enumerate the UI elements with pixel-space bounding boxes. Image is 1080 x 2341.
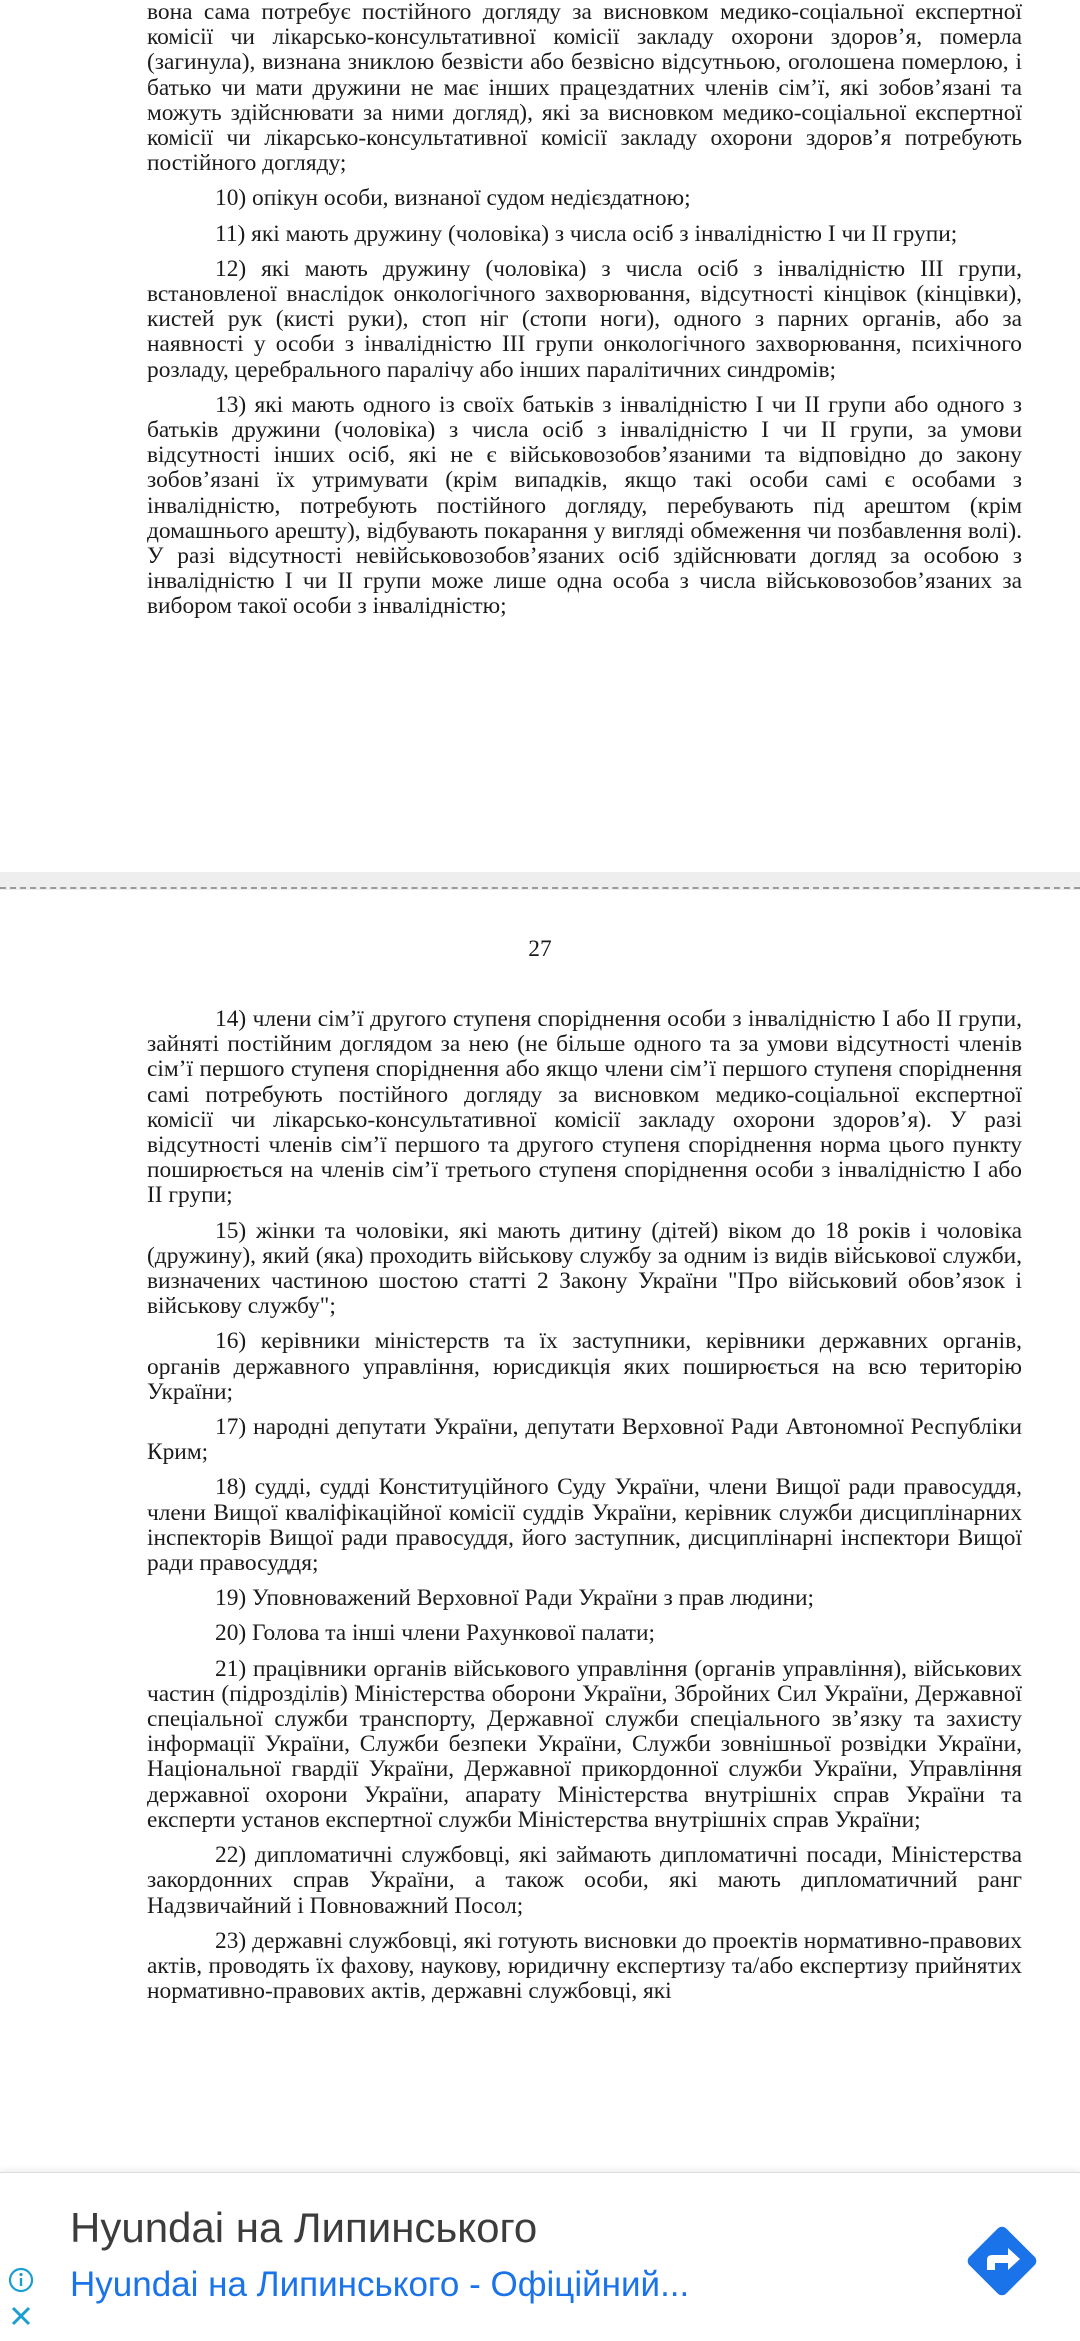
document-page-top	[0, 0, 1080, 872]
ad-title[interactable]: Hyundai на Липинського	[70, 2204, 538, 2251]
ad-subtitle-link[interactable]: Hyundai на Липинського - Офіційний...	[70, 2265, 690, 2304]
top-page-text	[147, 0, 1022, 630]
paragraph-item-23: 23) державні службовці, які готують висновки до проектів нормативно-правових актів, проводять їх фахову, наукову, юридичну експертизу та/або експертизу прийнятих нормативно-правових актів, державні службовці, які	[147, 1927, 1022, 2005]
info-icon[interactable]	[8, 2267, 34, 2293]
ad-banner[interactable]	[0, 2172, 1080, 2341]
paragraph-item-15: 15) жінки та чоловіки, які мають дитину (дітей) віком до 18 років і чоловіка (дружину), який (яка) проходить військову службу за одним із видів військової служби, визначених частиною шостою статті 2 Закону України "Про військовий обов’язок і військову службу";	[147, 1217, 1022, 1320]
paragraph-item-12: 12) які мають дружину (чоловіка) з числа осіб з інвалідністю III групи, встановленої внаслідок онкологічного захворювання, відсутності кінцівок (кінцівки), кистей рук (кисті руки), стоп ніг (стопи ноги), одного з парних органів, або за наявності у особи з інвалідністю III групи онкологічного захворювання, психічного розладу, церебрального паралічу або інших паралітичних синдромів;	[147, 255, 1022, 383]
paragraph-item-17: 17) народні депутати України, депутати Верховної Ради Автономної Республіки Крим;	[147, 1414, 1022, 1466]
close-icon[interactable]	[8, 2303, 34, 2329]
paragraph-item-10: 10) опікун особи, визнаної судом недієздатною;	[215, 185, 691, 212]
paragraph-item-11: 11) які мають дружину (чоловіка) з числа осіб з інвалідністю I чи II групи;	[215, 220, 958, 247]
paragraph-continued: вона сама потребує постійного догляду за висновком медико-соціальної експертної комісії чи лікарсько-консультативної комісії закладу охорони здоров’я, померла (загинула), визнана зниклою безвісти або безвісно відсутньою, оголошена померлою, і батько чи мати дружини не має інших працездатних членів сім’ї, які зобов’язані та можуть здійснювати за ними догляд), які за висновком медико-соціальної експертної комісії чи лікарсько-консультативної комісії закладу охорони здоров’я потребують постійного догляду;	[147, 0, 1022, 177]
page-edge-line	[0, 887, 1080, 889]
paragraph-item-20: 20) Голова та інші члени Рахункової палати;	[215, 1620, 656, 1647]
page-number: 27	[528, 936, 552, 962]
paragraph-item-14: 14) члени сім’ї другого ступеня споріднення особи з інвалідністю I або II групи, зайняті постійним доглядом за нею (не більше одного та за умови відсутності членів сім’ї першого ступеня споріднення або якщо члени сім’ї першого ступеня споріднення самі потребують постійного догляду за висновком медико-соціальної експертної комісії чи лікарсько-консультативної комісії закладу охорони здоров’я). У разі відсутності членів сім’ї першого та другого ступеня споріднення норма цього пункту поширюється на членів сім’ї третього ступеня споріднення особи з інвалідністю I або II групи;	[147, 1006, 1022, 1209]
paragraph-item-21: 21) працівники органів військового управління (органів управління), військових частин (підрозділів) Міністерства оборони України, Збройних Сил України, Державної спеціальної служби транспорту, Державної служби спеціального зв’язку та захисту інформації України, Служби безпеки України, Служби зовнішньої розвідки України, Національної гвардії України, Державної прикордонної служби України, Управління державної охорони України, апарату Міністерства внутрішніх справ України та експерти установ експертної служби Міністерства внутрішніх справ України;	[147, 1655, 1022, 1833]
directions-arrow-icon[interactable]	[954, 2213, 1050, 2309]
paragraph-item-13: 13) які мають одного із своїх батьків з інвалідністю I чи II групи або одного з батьків дружини (чоловіка) з числа осіб з інвалідністю I чи II групи, за умови відсутності інших осіб, які не є військовозобов’язаними та відповідно до закону зобов’язані їх утримувати (крім випадків, якщо такі особи самі є особами з інвалідністю, потребують постійного догляду, перебувають під арештом (крім домашнього арешту), відбувають покарання у вигляді обмеження чи позбавлення волі). У разі відсутності невійськовозобов’язаних осіб здійснювати догляд за особою з інвалідністю I чи II групи може лише одна особа з числа військовозобов’язаних за вибором такої особи з інвалідністю;	[147, 391, 1022, 620]
paragraph-item-19: 19) Уповноважений Верховної Ради України з прав людини;	[215, 1585, 815, 1612]
paragraph-item-18: 18) судді, судді Конституційного Суду України, члени Вищої ради правосуддя, члени Вищої кваліфікаційної комісії суддів України, керівник служби дисциплінарних інспекторів Вищої ради правосуддя, його заступник, дисциплінарні інспектори Вищої ради правосуддя;	[147, 1474, 1022, 1577]
paragraph-item-22: 22) дипломатичні службовці, які займають дипломатичні посади, Міністерства закордонних справ України, а також особи, які мають дипломатичний ранг Надзвичайний і Повноважний Посол;	[147, 1842, 1022, 1919]
paragraph-item-16: 16) керівники міністерств та їх заступники, керівники державних органів, органів державного управління, юрисдикція яких поширюється на всю територію України;	[147, 1328, 1022, 1405]
bottom-page-text	[147, 1007, 1022, 2014]
